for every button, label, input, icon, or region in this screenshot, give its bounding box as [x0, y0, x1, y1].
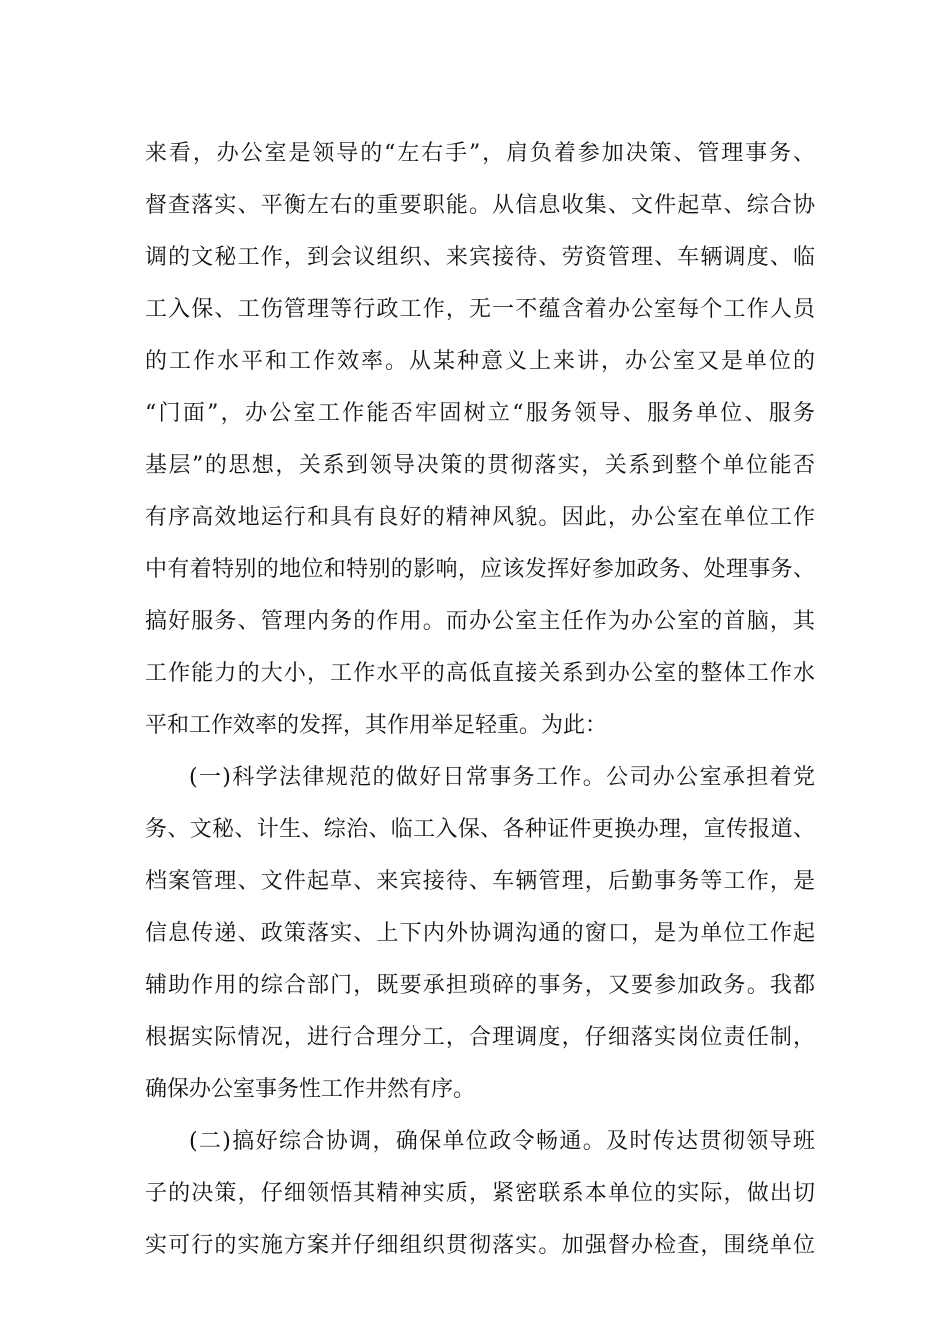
text-line: 实可行的实施方案并仔细组织贯彻落实。加强督办检查，围绕单位 [145, 1233, 815, 1258]
text-line: 有序高效地运行和具有良好的精神风貌。因此，办公室在单位工作 [145, 505, 815, 530]
text-line: 根据实际情况，进行合理分工，合理调度，仔细落实岗位责任制， [145, 1025, 815, 1050]
text-line: 子的决策，仔细领悟其精神实质，紧密联系本单位的实际，做出切 [145, 1181, 815, 1206]
text-line: 平和工作效率的发挥，其作用举足轻重。为此： [145, 713, 608, 738]
text-line: 档案管理、文件起草、来宾接待、车辆管理，后勤事务等工作，是 [145, 869, 815, 894]
text-line: 基层”的思想，关系到领导决策的贯彻落实，关系到整个单位能否 [145, 453, 815, 478]
text-line: 中有着特别的地位和特别的影响，应该发挥好参加政务、处理事务、 [145, 557, 815, 582]
text-line: 辅助作用的综合部门，既要承担琐碎的事务，又要参加政务。我都 [145, 973, 815, 998]
text-line: 的工作水平和工作效率。从某种意义上来讲，办公室又是单位的 [145, 349, 815, 374]
text-line: “门面”，办公室工作能否牢固树立“服务领导、服务单位、服务 [145, 401, 815, 426]
text-line: 搞好服务、管理内务的作用。而办公室主任作为办公室的首脑，其 [145, 609, 815, 634]
text-line: 工入保、工伤管理等行政工作，无一不蕴含着办公室每个工作人员 [145, 297, 815, 322]
text-line: 务、文秘、计生、综治、临工入保、各种证件更换办理，宣传报道、 [145, 817, 815, 842]
text-line: 调的文秘工作，到会议组织、来宾接待、劳资管理、车辆调度、临 [145, 245, 815, 270]
text-line: 来看，办公室是领导的“左右手”，肩负着参加决策、管理事务、 [145, 141, 815, 166]
paragraph-heading-line: (二)搞好综合协调，确保单位政令畅通。及时传达贯彻领导班 [189, 1129, 815, 1154]
text-line: 确保办公室事务性工作井然有序。 [145, 1077, 476, 1102]
text-line: 工作能力的大小，工作水平的高低直接关系到办公室的整体工作水 [145, 661, 815, 686]
document-body [145, 128, 815, 1272]
text-line: 督查落实、平衡左右的重要职能。从信息收集、文件起草、综合协 [145, 193, 815, 218]
paragraph-heading-line: (一)科学法律规范的做好日常事务工作。公司办公室承担着党 [189, 765, 815, 790]
text-line: 信息传递、政策落实、上下内外协调沟通的窗口，是为单位工作起 [145, 921, 815, 946]
